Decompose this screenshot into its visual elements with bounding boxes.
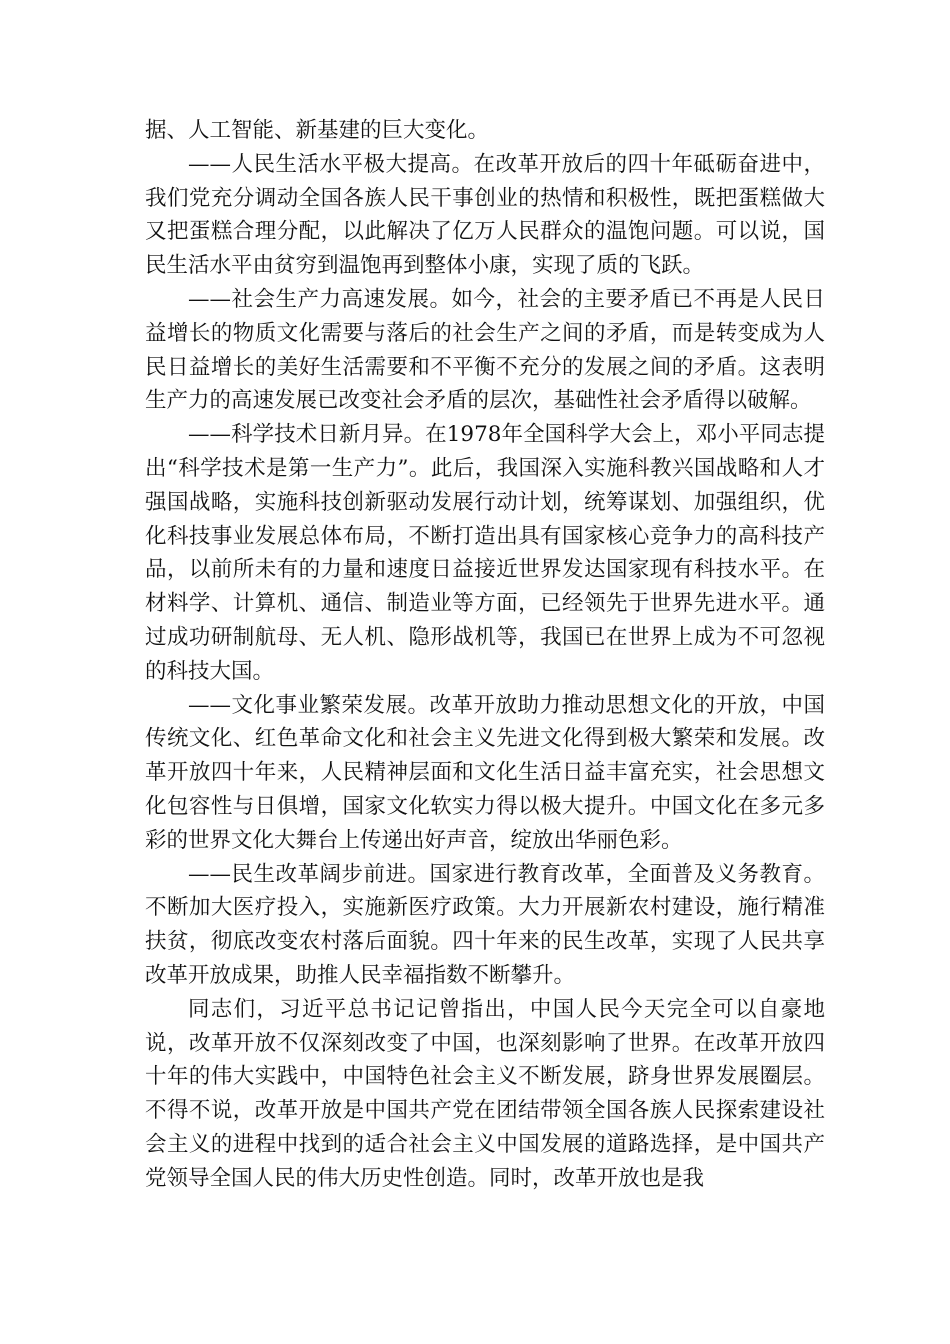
paragraph-culture: ——文化事业繁荣发展。改革开放助力推动思想文化的开放，中国传统文化、红色革命文化和社会主义先进文化得到极大繁荣和发展。改革开放四十年来，人民精神层面和文化生活日益丰富充实，社会思想文化包容性与日俱增，国家文化软实力得以极大提升。中国文化在多元多彩的世界文化大舞台上传递出好声音，绽放出华丽色彩。 [145,692,825,853]
paragraph-science-technology: ——科学技术日新月异。在1978年全国科学大会上，邓小平同志提出“科学技术是第一生产力”。此后，我国深入实施科教兴国战略和人才强国战略，实施科技创新驱动发展行动计划，统筹谋划、加强组织，优化科技事业发展总体布局，不断打造出具有国家核心竞争力的高科技产品，以前所未有的力量和速度日益接近世界发达国家现有科技水平。在材料学、计算机、通信、制造业等方面，已经领先于世界先进水平。通过成功研制航母、无人机、隐形战机等，我国已在世界上成为不可忽视的科技大国。 [145,422,825,684]
document-body [145,114,825,1196]
paragraph-productivity: ——社会生产力高速发展。如今，社会的主要矛盾已不再是人民日益增长的物质文化需要与落后的社会生产之间的矛盾，而是转变成为人民日益增长的美好生活需要和不平衡不充分的发展之间的矛盾。这表明生产力的高速发展已改变社会矛盾的层次，基础性社会矛盾得以破解。 [145,286,825,414]
paragraph-comrades: 同志们，习近平总书记记曾指出，中国人民今天完全可以自豪地说，改革开放不仅深刻改变了中国，也深刻影响了世界。在改革开放四十年的伟大实践中，中国特色社会主义不断发展，跻身世界发展圈层。不得不说，改革开放是中国共产党在团结带领全国各族人民探索建设社会主义的进程中找到的适合社会主义中国发展的道路选择，是中国共产党领导全国人民的伟大历史性创造。同时，改革开放也是我 [145,996,825,1191]
paragraph-living-standards: ——人民生活水平极大提高。在改革开放后的四十年砥砺奋进中，我们党充分调动全国各族人民干事创业的热情和积极性，既把蛋糕做大又把蛋糕合理分配，以此解决了亿万人民群众的温饱问题。可以说，国民生活水平由贫穷到温饱再到整体小康，实现了质的飞跃。 [145,151,825,279]
paragraph-livelihood-reform: ——民生改革阔步前进。国家进行教育改革，全面普及义务教育。不断加大医疗投入，实施新医疗政策。大力开展新农村建设，施行精准扶贫，彻底改变农村落后面貌。四十年来的民生改革，实现了人民共享改革开放成果，助推人民幸福指数不断攀升。 [145,861,825,988]
paragraph-continuation: 据、人工智能、新基建的巨大变化。 [145,118,490,143]
